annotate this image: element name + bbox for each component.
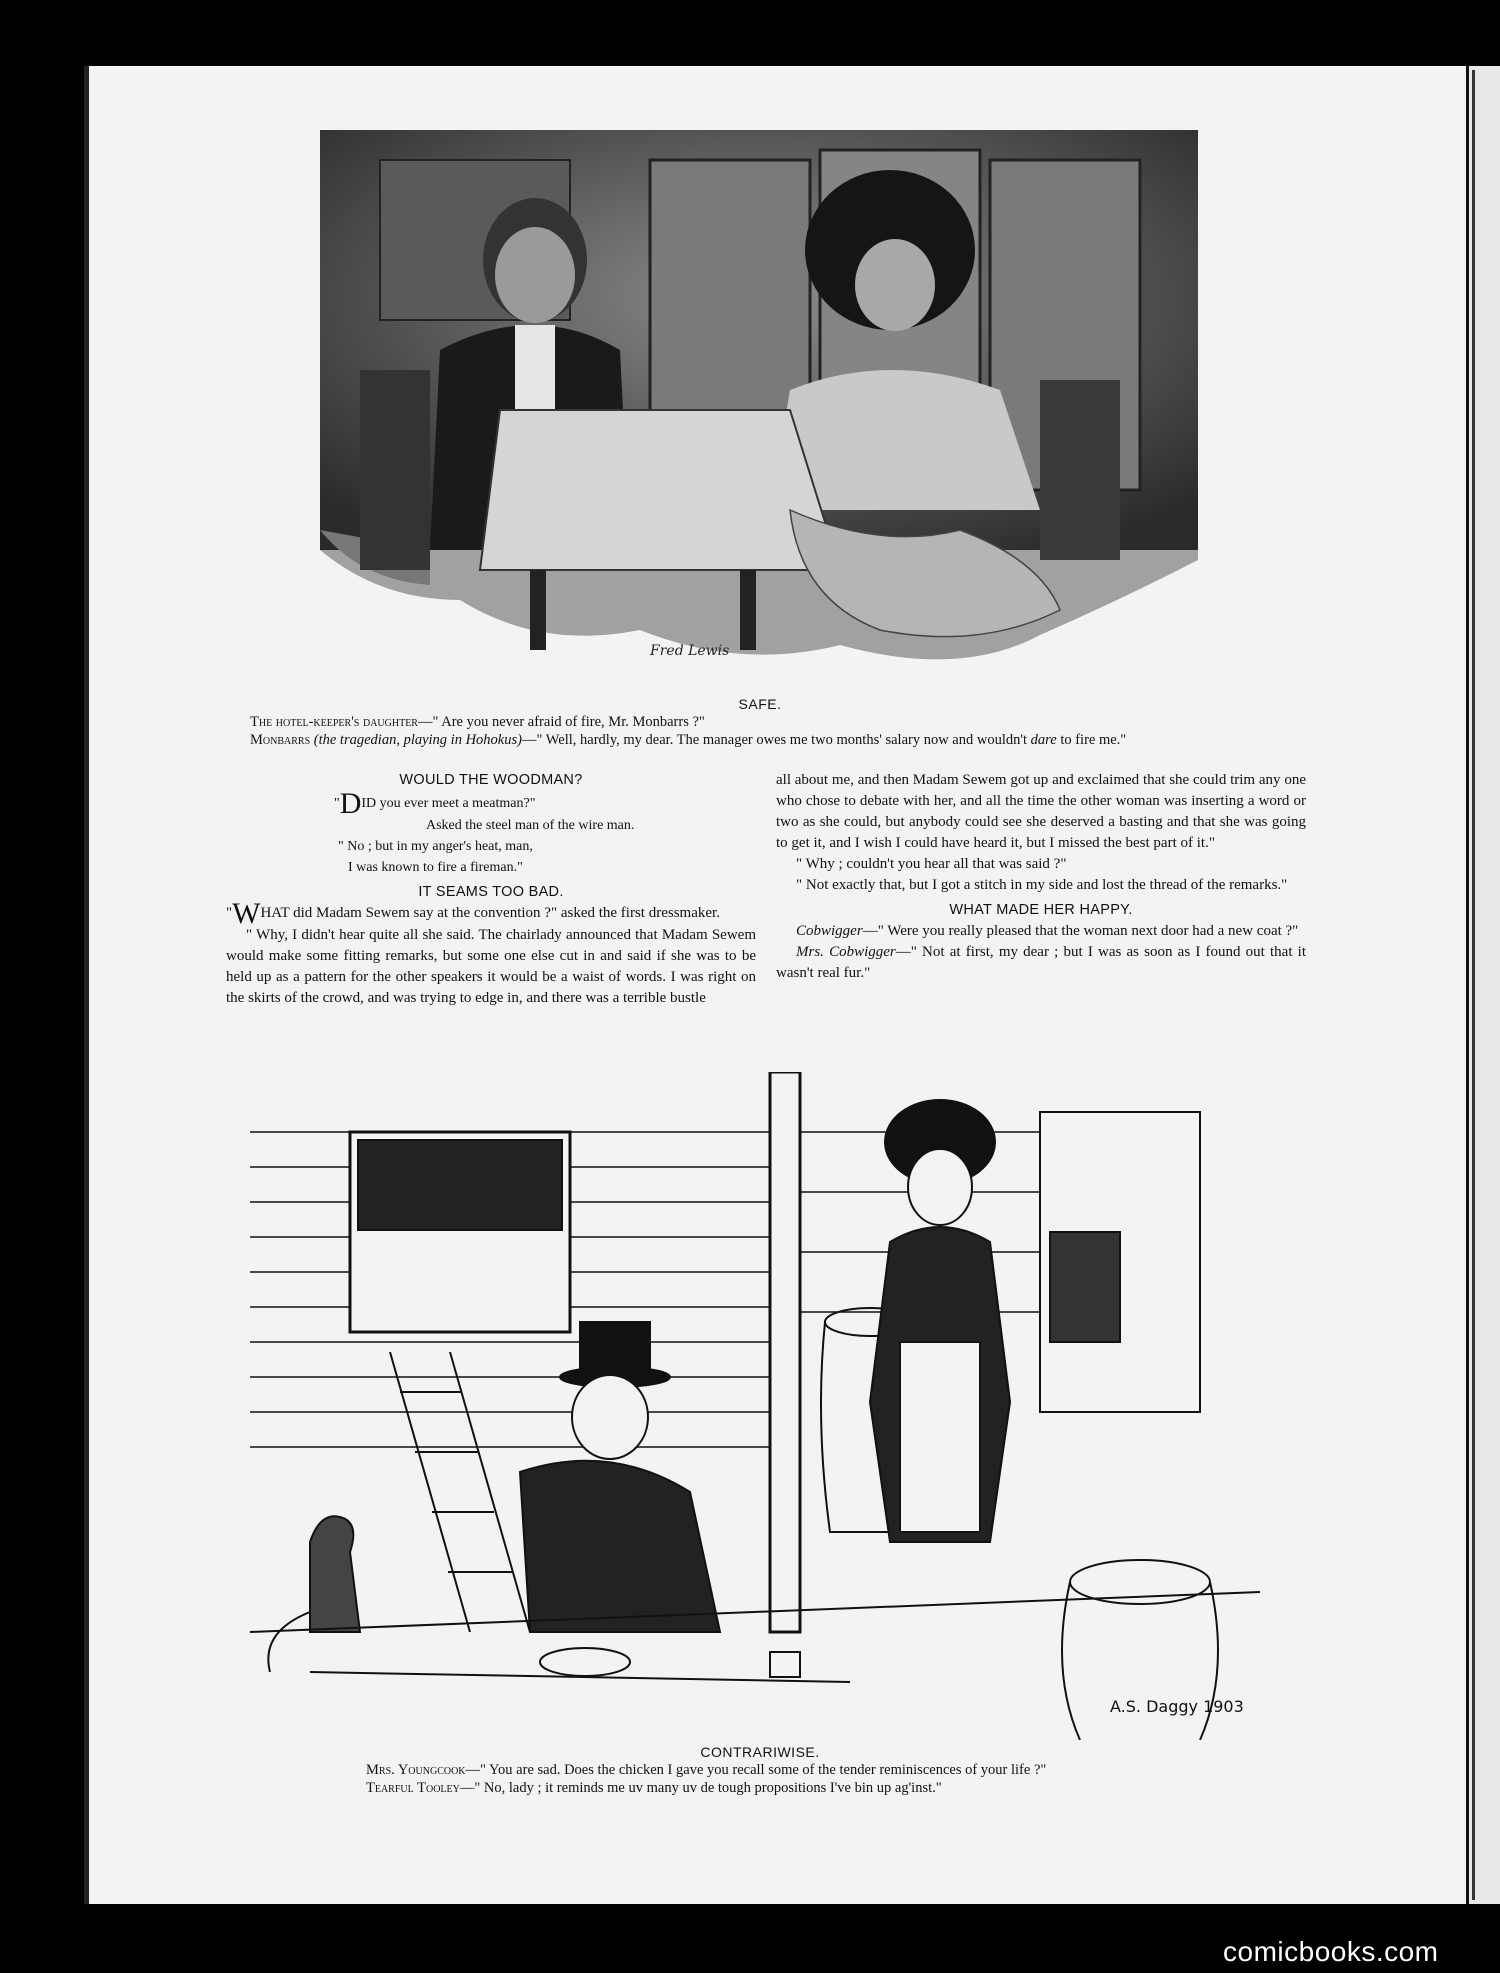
paragraph: " Not exactly that, but I got a stitch in my side and lost the thread of the remarks." xyxy=(796,877,1288,893)
paragraph: " Why, I didn't hear quite all she said. The chairlady announced that Madam Sewem would make some fitting remarks, but some one else cut in and said if she was to be held up as a pattern for the other speakers it would be a waist of words. I was right on the skirts of the crowd, and was trying to edge in, and there was a terrible bustle xyxy=(226,927,756,1006)
cartoon-contrariwise-illustration xyxy=(250,1072,1260,1740)
artist-signature: Fred Lewis xyxy=(650,643,730,659)
right-column xyxy=(776,770,1306,984)
heading-what-made-her-happy: WHAT MADE HER HAPPY. xyxy=(949,902,1133,918)
drop-cap: D xyxy=(339,787,362,820)
verse-line: I was known to fire a fireman." xyxy=(348,860,523,875)
speaker-aside: (the tragedian, playing in Hohokus) xyxy=(313,732,522,748)
left-column xyxy=(226,770,756,1009)
dialogue-text: to fire me." xyxy=(1060,732,1127,748)
dialogue-text: —" No, lady ; it reminds me uv many uv de tough propositions I've bin up ag'inst." xyxy=(459,1780,942,1796)
page-gutter-line xyxy=(1472,70,1475,1900)
caption-title-contrariwise: CONTRARIWISE. xyxy=(700,1744,820,1760)
dialogue-text: —" Well, hardly, my dear. The manager owes me two months' salary now and wouldn't xyxy=(521,732,1028,748)
speaker-name: Tearful Tooley xyxy=(366,1780,460,1796)
drop-cap: W xyxy=(232,897,261,930)
dialogue-text: —" Are you never afraid of fire, Mr. Monbarrs ?" xyxy=(417,714,705,730)
heading-it-seams-too-bad: IT SEAMS TOO BAD. xyxy=(418,884,564,900)
speaker-name: Monbarrs xyxy=(250,732,311,748)
paragraph: Mrs. Cobwigger—" Not at first, my dear ; but I was as soon as I found out that it wasn't real fur." xyxy=(776,944,1306,981)
caption-line-2 xyxy=(250,732,1126,749)
speaker-name: Mrs. Youngcook xyxy=(366,1762,466,1778)
verse-line: Asked the steel man of the wire man. xyxy=(426,818,635,833)
speaker-name: Cobwigger xyxy=(796,923,863,939)
paragraph: all about me, and then Madam Sewem got up and exclaimed that she could trim any one who chose to debate with her, and all the time the other woman was inserting a word or two as she could, but anybody could see she deserved a basting and that she was going to get it, and I wish I could have heard it, but I missed the best part of it." xyxy=(776,772,1306,851)
caption-line-1 xyxy=(366,1762,1046,1779)
verse-line: "DID you ever meet a meatman?" xyxy=(334,787,536,820)
caption-title-safe: SAFE. xyxy=(738,696,782,712)
paragraph: "WHAT did Madam Sewem say at the convention ?" asked the first dressmaker. xyxy=(226,897,720,930)
caption-line-1 xyxy=(250,714,705,731)
site-watermark: comicbooks.com xyxy=(1223,1936,1439,1967)
paragraph: " Why ; couldn't you hear all that was said ?" xyxy=(796,856,1067,872)
artist-signature: A.S. Daggy 1903 xyxy=(1110,1697,1244,1716)
speaker-name: Mrs. Cobwigger xyxy=(796,944,896,960)
heading-would-the-woodman: WOULD THE WOODMAN? xyxy=(399,772,583,788)
caption-line-2 xyxy=(366,1780,942,1797)
paragraph: Cobwigger—" Were you really pleased that the woman next door had a new coat ?" xyxy=(796,923,1299,939)
cartoon-safe-illustration xyxy=(320,130,1198,678)
speaker-name: The hotel-keeper's daughter xyxy=(250,714,418,730)
dialogue-emphasis: dare xyxy=(1030,732,1057,748)
dialogue-text: —" You are sad. Does the chicken I gave you recall some of the tender reminiscences of your life ?" xyxy=(465,1762,1047,1778)
verse-line: " No ; but in my anger's heat, man, xyxy=(338,839,533,854)
